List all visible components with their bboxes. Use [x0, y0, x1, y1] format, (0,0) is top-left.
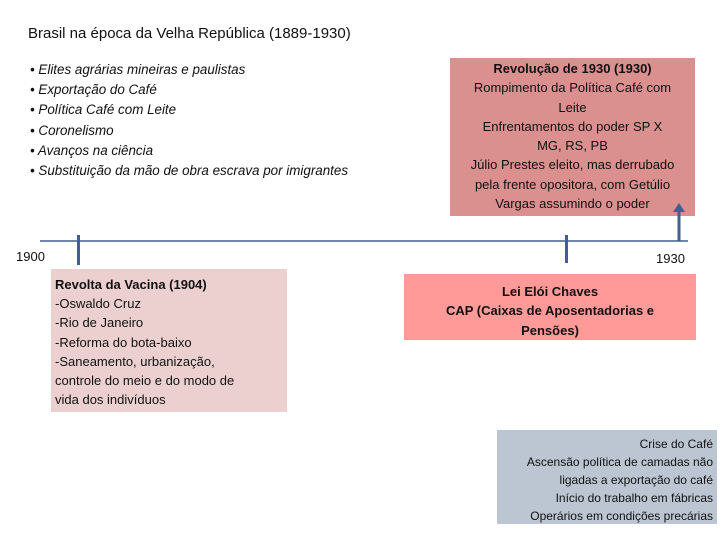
eloy-line: Lei Elói Chaves — [501, 284, 599, 299]
vacina-line: -Rio de Janeiro — [55, 315, 144, 331]
context-bullet-list — [30, 60, 348, 181]
diagram-title: Brasil na época da Velha República (1889-1930) — [28, 25, 351, 42]
timeline-axis — [40, 240, 688, 242]
revolucao-line: Enfrentamentos do poder SP X — [482, 118, 663, 134]
crise-line: Ascensão política de camadas não — [526, 455, 713, 469]
bullet-item: • Coronelismo — [30, 122, 114, 138]
vacina-line: -Reforma do bota-baixo — [55, 334, 192, 350]
crise-do-cafe-box — [497, 430, 717, 524]
revolucao-line: Rompimento da Política Café com — [473, 80, 672, 96]
revolucao-line: pela frente opositora, com Getúlio — [474, 176, 671, 192]
vacina-line: controle do meio e do modo de — [55, 373, 235, 389]
bullet-item: • Elites agrárias mineiras e paulistas — [30, 62, 246, 77]
timeline-start-label: 1900 — [16, 249, 45, 264]
arrow-up-icon — [672, 203, 686, 241]
vacina-line: -Saneamento, urbanização, — [55, 353, 215, 369]
vacina-line: Revolta da Vacina (1904) — [55, 277, 207, 292]
timeline-marker-1904 — [77, 235, 80, 265]
bullet-item: • Substituição da mão de obra escrava por imigrantes — [30, 163, 349, 179]
revolucao-line: Leite — [558, 99, 587, 115]
revolucao-line: MG, RS, PB — [537, 138, 608, 154]
bullet-item: • Avanços na ciência — [30, 142, 154, 158]
revolucao-1930-box — [450, 58, 695, 216]
eloy-line: Pensões) — [521, 322, 579, 338]
revolucao-line: Vargas assumindo o poder — [495, 196, 650, 212]
timeline-end-label: 1930 — [656, 251, 685, 266]
crise-line: Operários em condições precárias — [530, 509, 713, 523]
crise-line: ligadas a exportação do café — [559, 473, 713, 487]
vacina-line: -Oswaldo Cruz — [55, 296, 141, 312]
revolucao-line: Júlio Prestes eleito, mas derrubado — [470, 157, 675, 173]
vacina-line: vida dos indivíduos — [55, 392, 166, 408]
crise-line: Crise do Café — [639, 437, 713, 451]
revolta-vacina-box — [51, 269, 287, 412]
crise-line: Início do trabalho em fábricas — [555, 491, 713, 505]
revolucao-line: Revolução de 1930 (1930) — [493, 61, 652, 76]
eloy-line: CAP (Caixas de Aposentadorias e — [445, 303, 655, 319]
bullet-item: • Política Café com Leite — [30, 102, 177, 118]
bullet-item: • Exportação do Café — [30, 82, 157, 98]
lei-eloy-chaves-box — [404, 274, 696, 340]
timeline-marker-1923 — [565, 235, 568, 263]
